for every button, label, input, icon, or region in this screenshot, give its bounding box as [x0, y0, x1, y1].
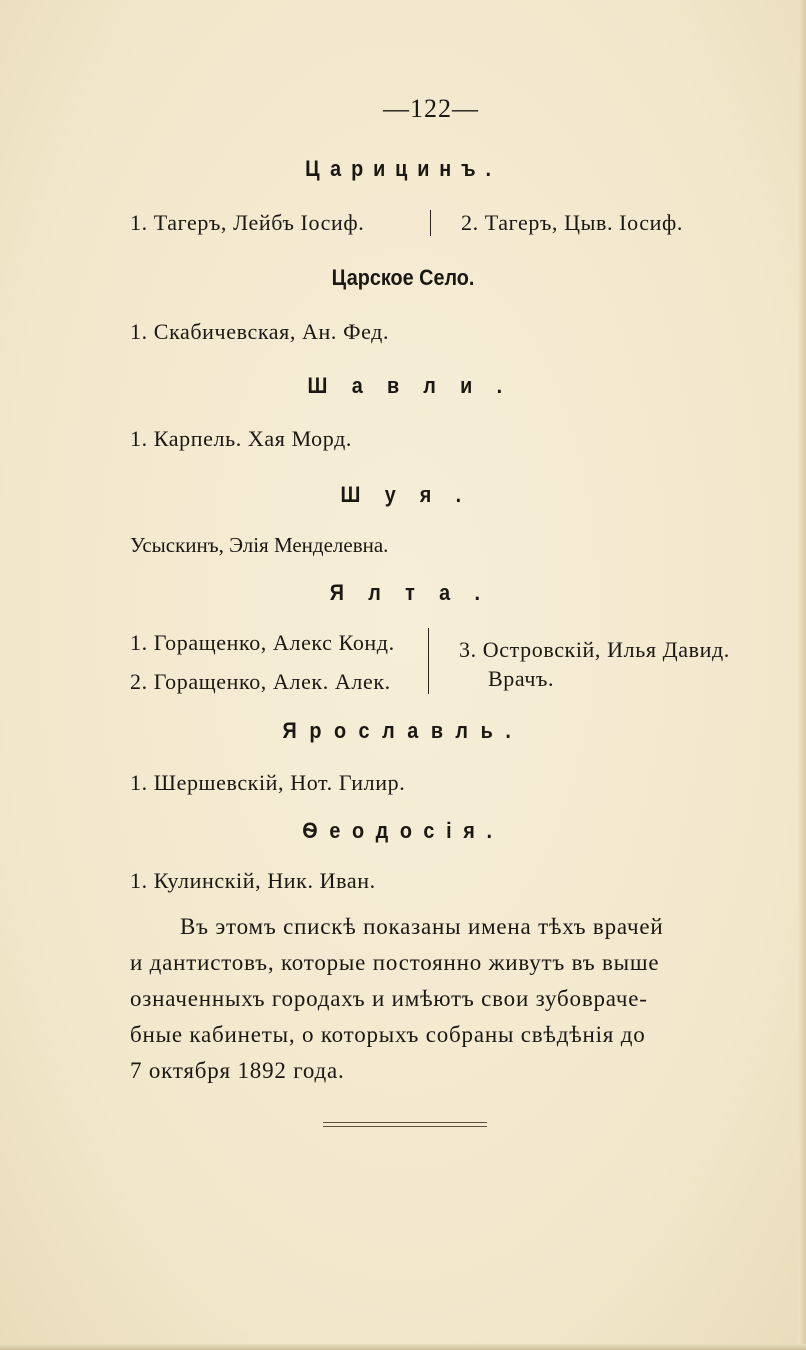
- heading-yalta: Ялта.: [329, 580, 505, 605]
- note-line-5: 7 октября 1892 года.: [130, 1058, 345, 1083]
- closing-rule-bottom: [323, 1126, 487, 1127]
- entry-yalta-3: 3. Островскій, Илья Давид.: [459, 637, 730, 662]
- note-line-2: и дантистовъ, которые постоянно живутъ въ выше: [130, 950, 660, 975]
- entry-yalta-1: 1. Горащенко, Алекс Конд.: [130, 630, 395, 655]
- entry-tsaritsyn-1: 1. Тагеръ, Лейбъ Іосиф.: [130, 210, 365, 235]
- page-number: —122—: [383, 94, 479, 123]
- entry-yaroslavl-1: 1. Шершевскій, Нот. Гилир.: [130, 770, 406, 795]
- entry-shavli-1: 1. Карпель. Хая Морд.: [130, 426, 352, 451]
- note-line-4: бные кабинеты, о которыхъ собраны свѣдѣнія до: [130, 1022, 646, 1047]
- entry-tsarskoe-selo-1: 1. Скабичевская, Ан. Фед.: [130, 319, 390, 344]
- column-divider: [430, 210, 431, 236]
- heading-shuya: Шуя.: [340, 482, 486, 507]
- entry-tsaritsyn-2: 2. Тагеръ, Цыв. Іосиф.: [461, 210, 683, 235]
- entry-shuya-1: Усыскинъ, Элія Менделевна.: [130, 533, 389, 557]
- heading-feodosiya: Ѳеодосія.: [302, 818, 504, 843]
- column-divider: [428, 628, 429, 694]
- heading-tsaritsyn: Царицинъ.: [305, 156, 501, 181]
- note-line-1: Въ этомъ спискѣ показаны имена тѣхъ врачей: [180, 914, 664, 939]
- entry-yalta-2: 2. Горащенко, Алек. Алек.: [130, 669, 391, 694]
- entry-yalta-3-title: Врачъ.: [488, 666, 555, 691]
- note-line-3: означенныхъ городахъ и имѣютъ свои зубовраче-: [130, 986, 648, 1011]
- heading-tsarskoe-selo: Царское Село.: [331, 265, 475, 290]
- heading-shavli: Шавли.: [307, 373, 527, 398]
- heading-yaroslavl: Ярославль.: [282, 718, 524, 743]
- closing-rule-top: [323, 1122, 487, 1123]
- entry-feodosiya-1: 1. Кулинскій, Ник. Иван.: [130, 868, 376, 893]
- page-edge-right: [798, 0, 806, 1350]
- page-edge-bottom: [0, 1344, 806, 1350]
